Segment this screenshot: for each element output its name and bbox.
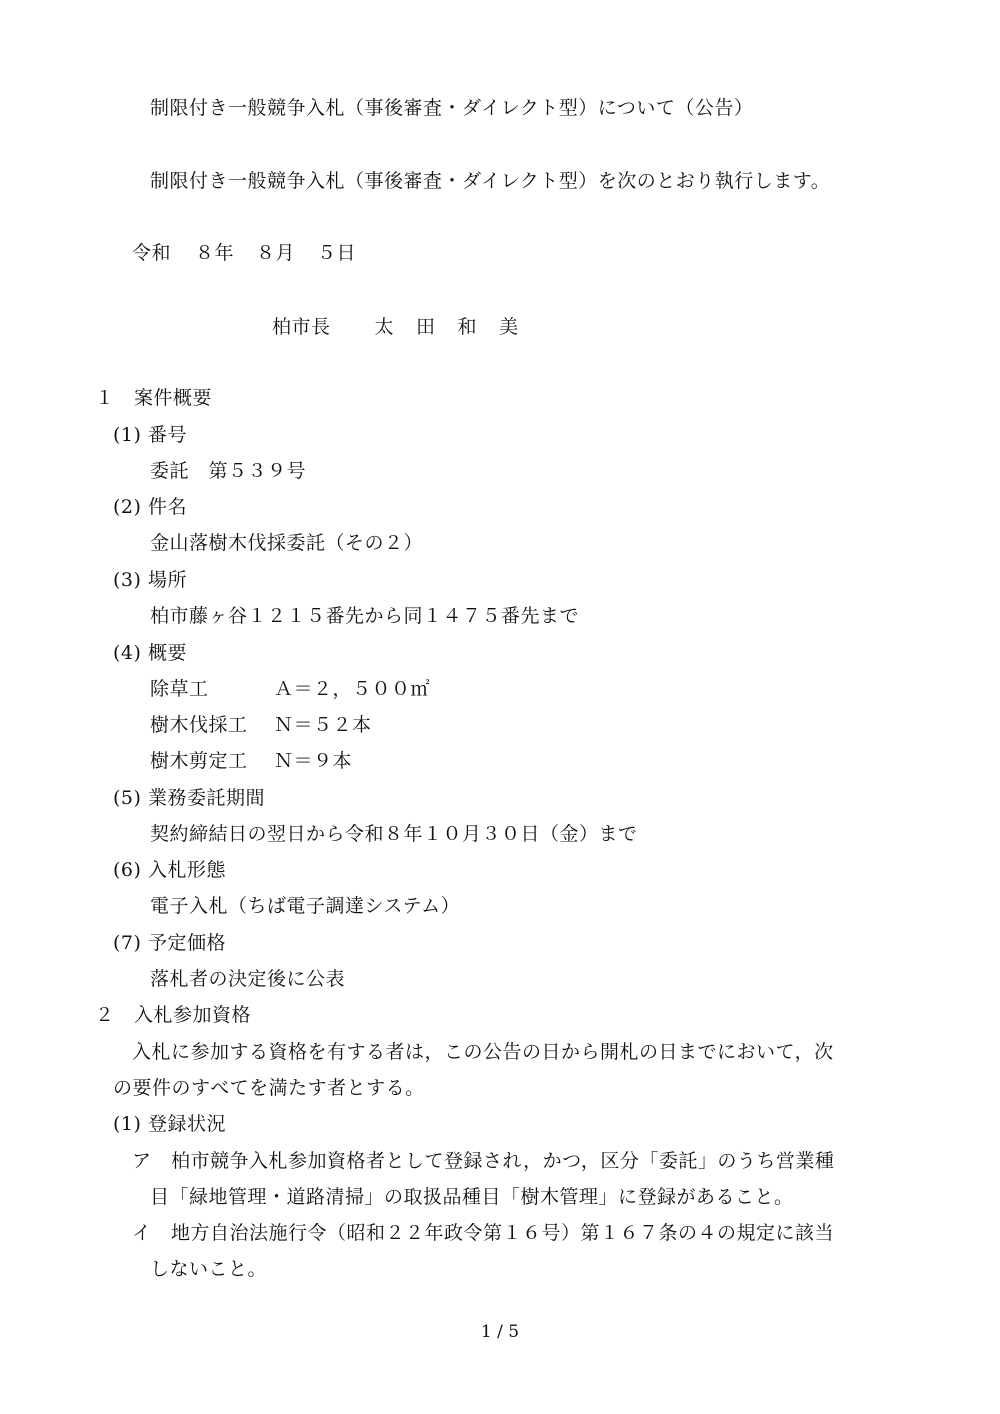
signer	[272, 314, 519, 340]
overview-row-name: 樹木伐採工	[150, 714, 248, 736]
overview-row-name: 樹木剪定工	[150, 750, 248, 772]
overview-row-value: Ｎ＝５２本	[274, 714, 372, 736]
intro-text: 制限付き一般競争入札（事後審査・ダイレクト型）を次のとおり執行します。	[150, 170, 831, 192]
section2-heading: ２ 入札参加資格	[95, 1004, 252, 1026]
section1-heading: １ 案件概要	[95, 387, 213, 409]
item7-value: 落札者の決定後に公表	[150, 968, 346, 990]
item2-value: 金山落樹木伐採委託（その２）	[150, 532, 424, 554]
sub1-i-line2: しないこと。	[150, 1258, 268, 1280]
sub1-a-line2: 目「緑地管理・道路清掃」の取扱品種目「樹木管理」に登録があること。	[150, 1186, 794, 1208]
sub1-label: (1) 登録状況	[113, 1113, 226, 1135]
date-era: 令和	[132, 242, 172, 264]
item4-label: (4) 概要	[113, 642, 187, 664]
item5-value: 契約締結日の翌日から令和８年１０月３０日（金）まで	[150, 823, 638, 845]
item1-label: (1) 番号	[113, 424, 187, 446]
sub1-a-line1: ア 柏市競争入札参加資格者として登録され，かつ，区分「委託」のうち営業種	[132, 1150, 835, 1172]
item1-value: 委託 第５３９号	[150, 460, 307, 482]
signer-title: 柏市長	[272, 316, 331, 338]
item6-label: (6) 入札形態	[113, 859, 226, 881]
signer-name-4: 美	[499, 316, 519, 338]
page-number: 1 / 5	[480, 1322, 520, 1342]
signer-name-2: 田	[416, 316, 436, 338]
document-title: 制限付き一般競争入札（事後審査・ダイレクト型）について（公告）	[150, 97, 754, 119]
item5-label: (5) 業務委託期間	[113, 787, 265, 809]
date-year: ８年	[195, 242, 235, 264]
notice-date	[132, 240, 356, 266]
date-day: ５日	[317, 242, 357, 264]
overview-row-value: Ｎ＝９本	[274, 750, 353, 772]
item3-label: (3) 場所	[113, 569, 187, 591]
overview-row-name: 除草工	[150, 678, 209, 700]
date-month: ８月	[256, 242, 296, 264]
overview-row-value: Ａ＝２，５００㎡	[274, 678, 431, 700]
section2-para-line2: の要件のすべてを満たす者とする。	[113, 1077, 425, 1099]
section2-para-line1: 入札に参加する資格を有する者は，この公告の日から開札の日までにおいて，次	[132, 1041, 834, 1063]
sub1-i-line1: イ 地方自治法施行令（昭和２２年政令第１６号）第１６７条の４の規定に該当	[132, 1222, 835, 1244]
item6-value: 電子入札（ちば電子調達システム）	[150, 895, 461, 917]
signer-name-1: 太	[374, 316, 395, 338]
item3-value: 柏市藤ヶ谷１２１５番先から同１４７５番先まで	[150, 605, 580, 627]
item2-label: (2) 件名	[113, 496, 187, 518]
item7-label: (7) 予定価格	[113, 932, 226, 954]
signer-name-3: 和	[457, 316, 478, 338]
